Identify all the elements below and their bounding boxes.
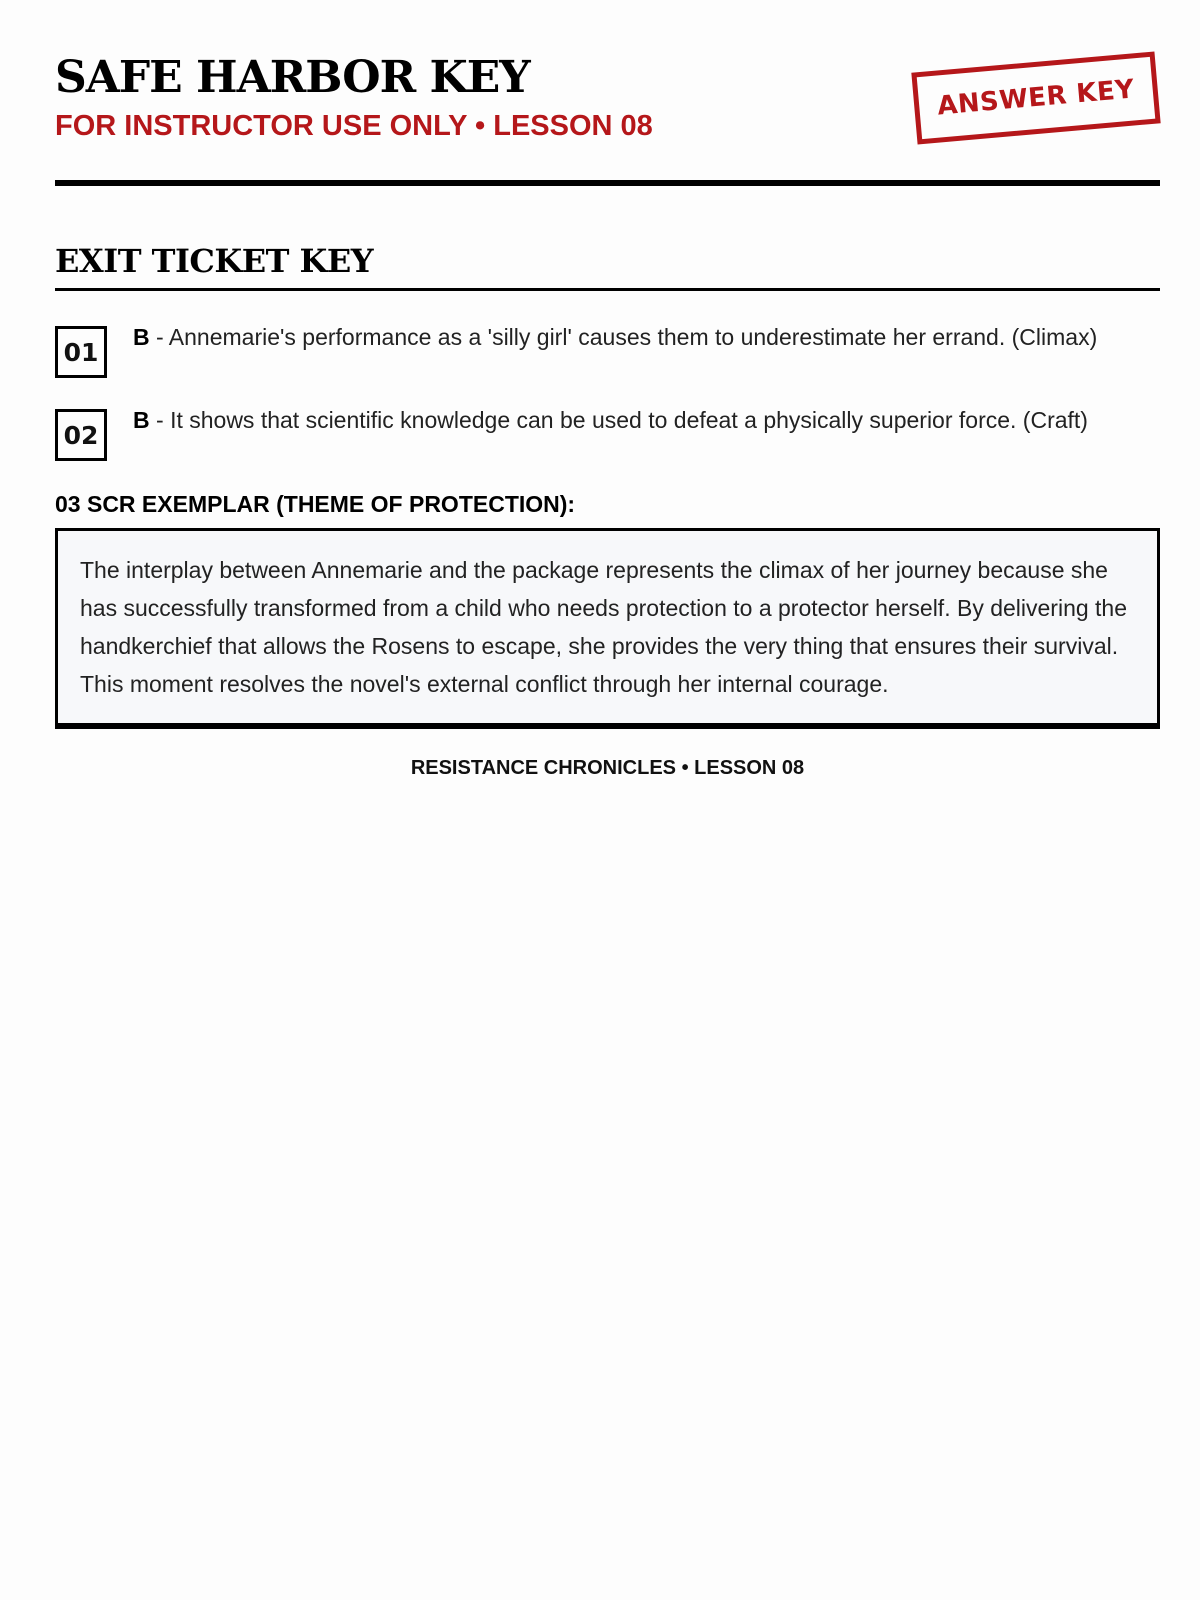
- question-number-badge: 01: [55, 326, 107, 378]
- document-subtitle: FOR INSTRUCTOR USE ONLY • LESSON 08: [55, 110, 653, 142]
- answer-key-stamp: ANSWER KEY: [911, 52, 1160, 145]
- question-number-badge: 02: [55, 409, 107, 461]
- scr-exemplar-box: The interplay between Annemarie and the package represents the climax of her journey because she has successfully transformed from a child who needs protection to a protector herself. By delivering the handkerchief that allows the Rosens to escape, she provides the very thing that ensures their survival. This moment resolves the novel's external conflict through her internal courage.: [55, 528, 1160, 729]
- question-item: [55, 404, 1160, 461]
- page-footer: RESISTANCE CHRONICLES • LESSON 08: [410, 757, 805, 779]
- scr-exemplar-label: 03 SCR EXEMPLAR (THEME OF PROTECTION):: [55, 491, 576, 517]
- question-answer-text: [133, 321, 1097, 354]
- section-title: EXIT TICKET KEY: [55, 242, 1160, 291]
- answer-explanation: - It shows that scientific knowledge can be used to defeat a physically superior force. (Craft): [149, 407, 1088, 433]
- question-item: [55, 321, 1160, 378]
- document-title: SAFE HARBOR KEY: [55, 52, 530, 103]
- answer-key-page: [55, 0, 1160, 780]
- answer-letter: B: [133, 324, 150, 350]
- answer-explanation: - Annemarie's performance as a 'silly girl' causes them to underestimate her errand. (Climax): [149, 324, 1098, 350]
- answer-letter: B: [133, 407, 150, 433]
- question-answer-text: [133, 404, 1088, 437]
- page-header: [55, 0, 1160, 186]
